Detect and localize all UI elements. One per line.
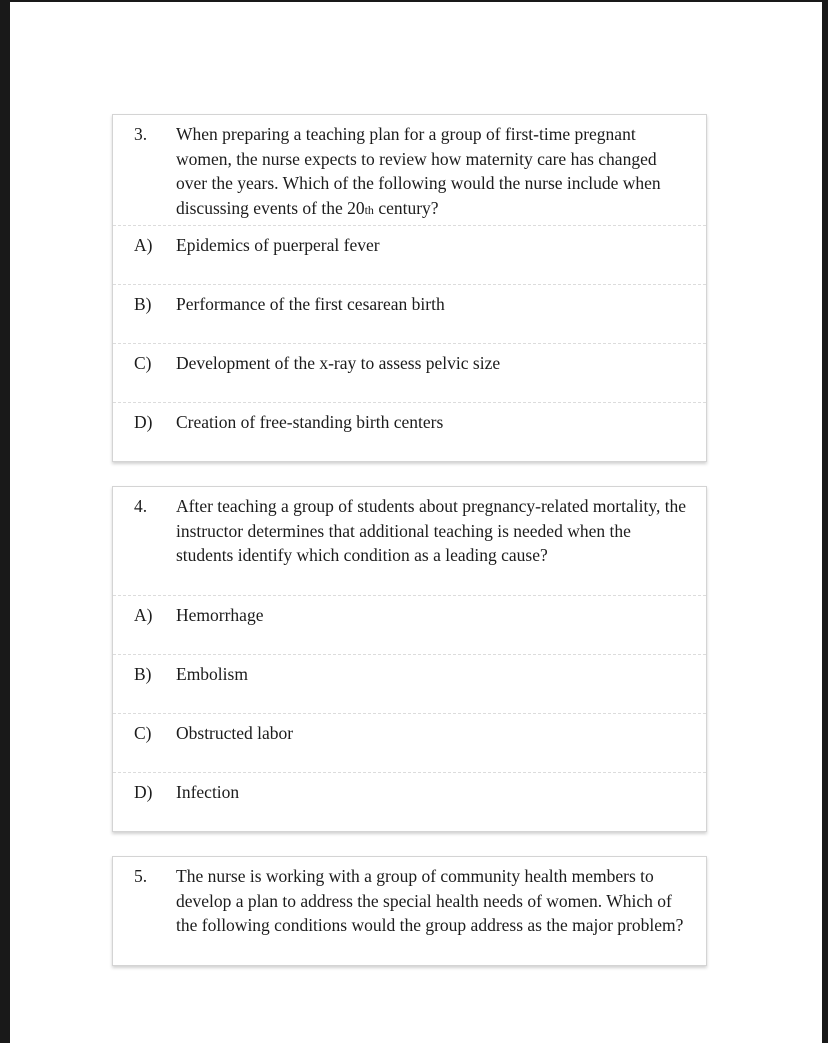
option-text: Development of the x-ray to assess pelvic size [176,353,501,373]
question-row [113,487,706,595]
question-text-small: th [364,202,374,217]
option-text: Infection [176,782,240,802]
question-table-4 [112,486,707,832]
option-label: B) [134,294,152,314]
screen-edge-right [822,0,828,1043]
option-label: C) [134,723,152,743]
question-table-3 [112,114,707,462]
option-row-b [113,284,706,343]
option-label: B) [134,664,152,684]
question-text [176,122,690,222]
question-text-main: The nurse is working with a group of community health members to develop a plan to address the special health needs of women. Which of the following conditions would the group address as the major problem? [176,866,684,935]
question-number: 3. [134,124,148,144]
option-label: C) [134,353,152,373]
question-number: 4. [134,496,148,516]
option-label: D) [134,782,153,802]
question-text-main: When preparing a teaching plan for a group of first-time pregnant women, the nurse expects to review how maternity care has changed over the years. Which of the following would the nurse include when discussing events of the 20 [176,124,661,218]
option-row-a [113,595,706,654]
option-row-c [113,713,706,772]
option-row-c [113,343,706,402]
question-text [176,494,690,570]
question-row [113,857,706,965]
option-text: Performance of the first cesarean birth [176,294,445,314]
option-text: Embolism [176,664,248,684]
option-text: Epidemics of puerperal fever [176,235,380,255]
option-row-a [113,225,706,284]
option-text: Obstructed labor [176,723,294,743]
option-row-d [113,772,706,831]
option-label: A) [134,235,153,255]
question-text [176,864,690,940]
screen-edge-top [0,0,828,2]
screen-edge-left [0,0,10,1043]
option-row-b [113,654,706,713]
question-text-main: After teaching a group of students about pregnancy-related mortality, the instructor determines that additional teaching is needed when the students identify which condition as a leading cause? [176,496,687,565]
document-page [112,114,707,990]
question-text-end: century? [373,197,439,218]
option-label: D) [134,412,153,432]
question-number: 5. [134,866,148,886]
question-row [113,115,706,225]
option-label: A) [134,605,153,625]
option-text: Hemorrhage [176,605,264,625]
question-table-5 [112,856,707,966]
option-row-d [113,402,706,461]
option-text: Creation of free-standing birth centers [176,412,444,432]
